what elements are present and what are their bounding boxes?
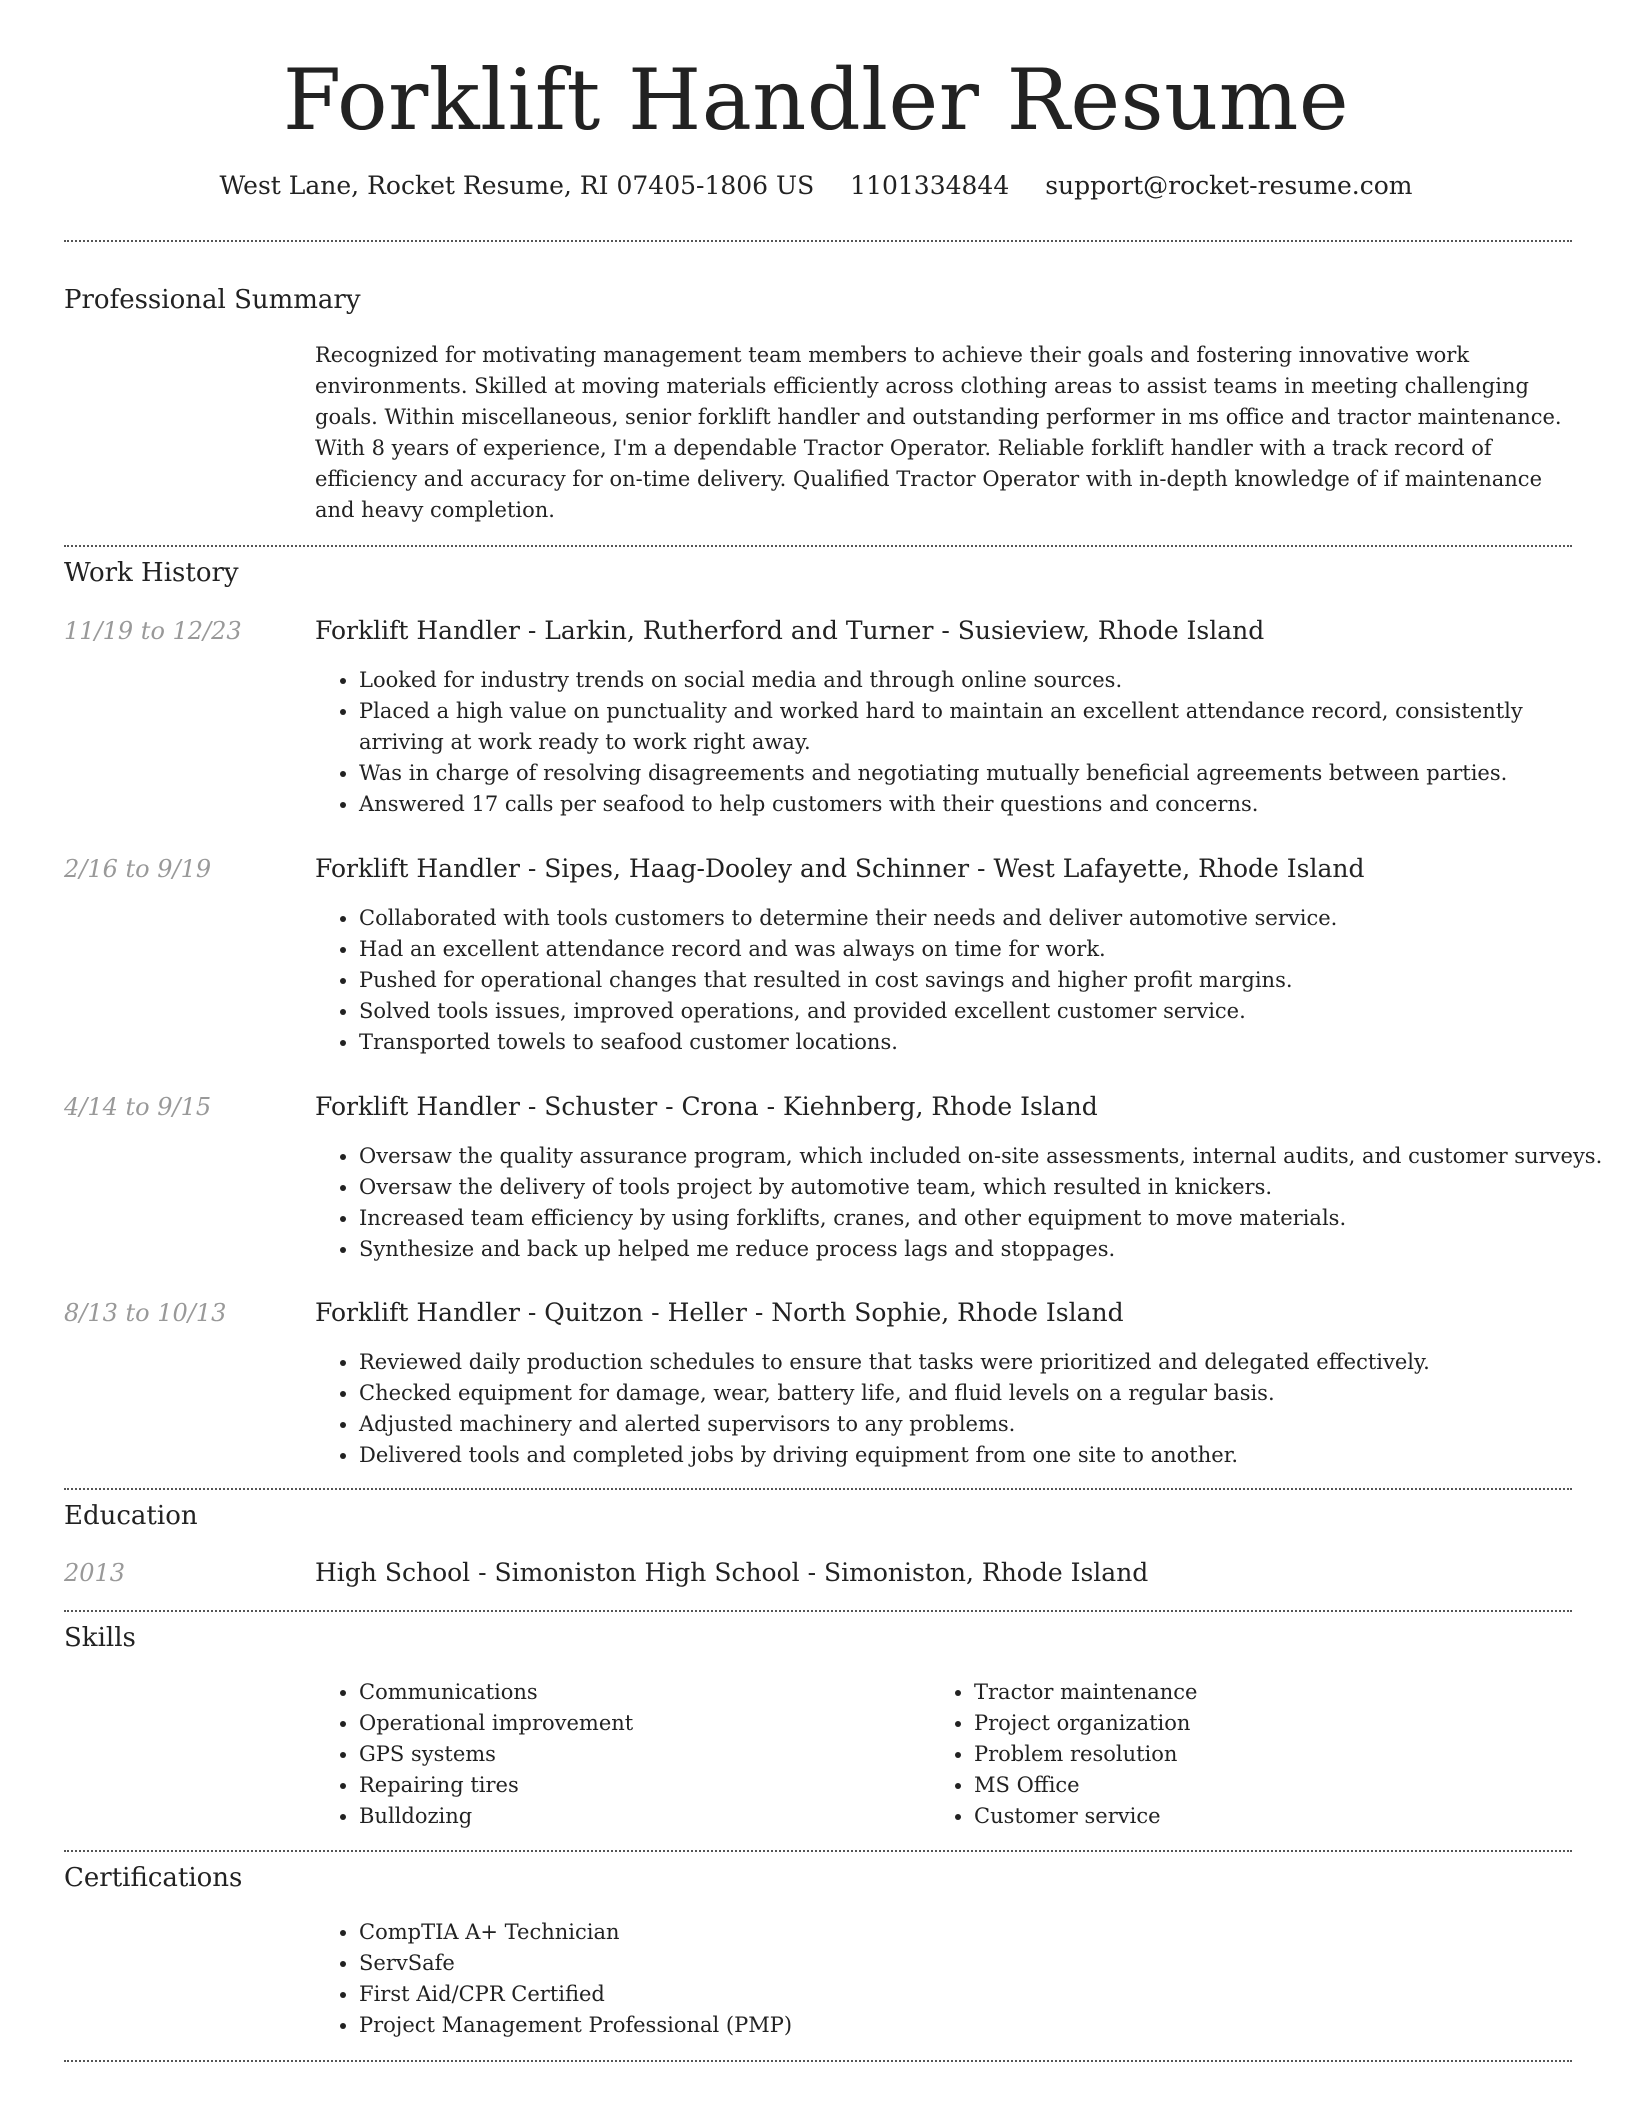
contact-phone: 1101334844 xyxy=(850,171,1010,200)
summary-text: Recognized for motivating management team members to achieve their goals and fostering innovative work environments. Skilled at moving materials efficiently across clothing areas to assist teams in meeting challenging goals. Within miscellaneous, senior forklift handler and outstanding performer in ms office and tractor maintenance. With 8 years of experience, I'm a dependable Tractor Operator. Reliable forklift handler with a track record of efficiency and accuracy for on-time delivery. Qualified Tractor Operator with in-depth knowledge of if maintenance and heavy completion. xyxy=(315,343,1562,522)
list-item: • Tractor maintenance xyxy=(974,1677,1534,1708)
list-item: • Collaborated with tools customers to determine their needs and deliver automotive service. xyxy=(359,903,1611,934)
job-dates: 11/19 to 12/23 xyxy=(64,617,242,645)
list-item: • Bulldozing xyxy=(359,1801,919,1832)
list-item: • Transported towels to seafood customer locations. xyxy=(359,1027,1611,1058)
contact-email: support@rocket-resume.com xyxy=(1045,171,1413,200)
job-dates: 8/13 to 10/13 xyxy=(64,1299,227,1327)
job-bullets xyxy=(315,1141,1611,1265)
job-dates: 2/16 to 9/19 xyxy=(64,855,212,883)
list-item: • Operational improvement xyxy=(359,1708,919,1739)
list-item: • First Aid/CPR Certified xyxy=(359,1979,1259,2010)
divider xyxy=(64,1610,1572,1612)
list-item: • Delivered tools and completed jobs by driving equipment from one site to another. xyxy=(359,1440,1611,1471)
skills-list-left xyxy=(315,1677,919,1832)
job-bullets xyxy=(315,1347,1611,1471)
divider xyxy=(64,1488,1572,1490)
skills-list-right xyxy=(930,1677,1534,1832)
list-item: • Reviewed daily production schedules to ensure that tasks were prioritized and delegated effectively. xyxy=(359,1347,1611,1378)
list-item: • Increased team efficiency by using forklifts, cranes, and other equipment to move materials. xyxy=(359,1203,1611,1234)
certifications-list xyxy=(315,1917,1259,2041)
resume-title: Forklift Handler Resume xyxy=(282,51,1350,149)
list-item: • Oversaw the delivery of tools project by automotive team, which resulted in knickers. xyxy=(359,1172,1611,1203)
list-item: • Customer service xyxy=(974,1801,1534,1832)
list-item: • Checked equipment for damage, wear, battery life, and fluid levels on a regular basis. xyxy=(359,1378,1611,1409)
contact-address: West Lane, Rocket Resume, RI 07405-1806 US xyxy=(219,171,815,200)
list-item: • Pushed for operational changes that resulted in cost savings and higher profit margins. xyxy=(359,965,1611,996)
list-item: • Oversaw the quality assurance program, which included on-site assessments, internal audits, and customer surveys. xyxy=(359,1141,1611,1172)
section-heading-certifications: Certifications xyxy=(64,1863,243,1893)
job-title: Forklift Handler - Quitzon - Heller - North Sophie, Rhode Island xyxy=(315,1298,1124,1327)
section-heading-education: Education xyxy=(64,1501,198,1531)
job-title: Forklift Handler - Larkin, Rutherford and Turner - Susieview, Rhode Island xyxy=(315,616,1265,645)
list-item: • Answered 17 calls per seafood to help customers with their questions and concerns. xyxy=(359,789,1611,820)
education-year: 2013 xyxy=(64,1559,126,1587)
divider xyxy=(64,240,1572,242)
job-title: Forklift Handler - Schuster - Crona - Kiehnberg, Rhode Island xyxy=(315,1092,1098,1121)
list-item: • Adjusted machinery and alerted supervisors to any problems. xyxy=(359,1409,1611,1440)
education-entry: High School - Simoniston High School - Simoniston, Rhode Island xyxy=(315,1558,1149,1587)
list-item: • Problem resolution xyxy=(974,1739,1534,1770)
list-item: • Synthesize and back up helped me reduce process lags and stoppages. xyxy=(359,1234,1611,1265)
job-bullets xyxy=(315,665,1611,820)
list-item: • Project organization xyxy=(974,1708,1534,1739)
section-heading-work: Work History xyxy=(64,558,239,588)
section-heading-skills: Skills xyxy=(64,1623,136,1653)
list-item: • GPS systems xyxy=(359,1739,919,1770)
list-item: • Project Management Professional (PMP) xyxy=(359,2010,1259,2041)
list-item: • Had an excellent attendance record and was always on time for work. xyxy=(359,934,1611,965)
list-item: • CompTIA A+ Technician xyxy=(359,1917,1259,1948)
divider xyxy=(64,2060,1572,2062)
job-dates: 4/14 to 9/15 xyxy=(64,1093,212,1121)
contact-line xyxy=(0,168,1632,204)
list-item: • Looked for industry trends on social media and through online sources. xyxy=(359,665,1611,696)
job-bullets xyxy=(315,903,1611,1058)
divider xyxy=(64,1850,1572,1852)
divider xyxy=(64,545,1572,547)
list-item: • MS Office xyxy=(974,1770,1534,1801)
list-item: • Placed a high value on punctuality and worked hard to maintain an excellent attendance record, consistently arriving at work ready to work right away. xyxy=(359,696,1611,758)
list-item: • Communications xyxy=(359,1677,919,1708)
job-title: Forklift Handler - Sipes, Haag-Dooley and Schinner - West Lafayette, Rhode Island xyxy=(315,854,1365,883)
list-item: • ServSafe xyxy=(359,1948,1259,1979)
section-heading-summary: Professional Summary xyxy=(64,285,361,315)
list-item: • Solved tools issues, improved operations, and provided excellent customer service. xyxy=(359,996,1611,1027)
list-item: • Was in charge of resolving disagreements and negotiating mutually beneficial agreements between parties. xyxy=(359,758,1611,789)
list-item: • Repairing tires xyxy=(359,1770,919,1801)
